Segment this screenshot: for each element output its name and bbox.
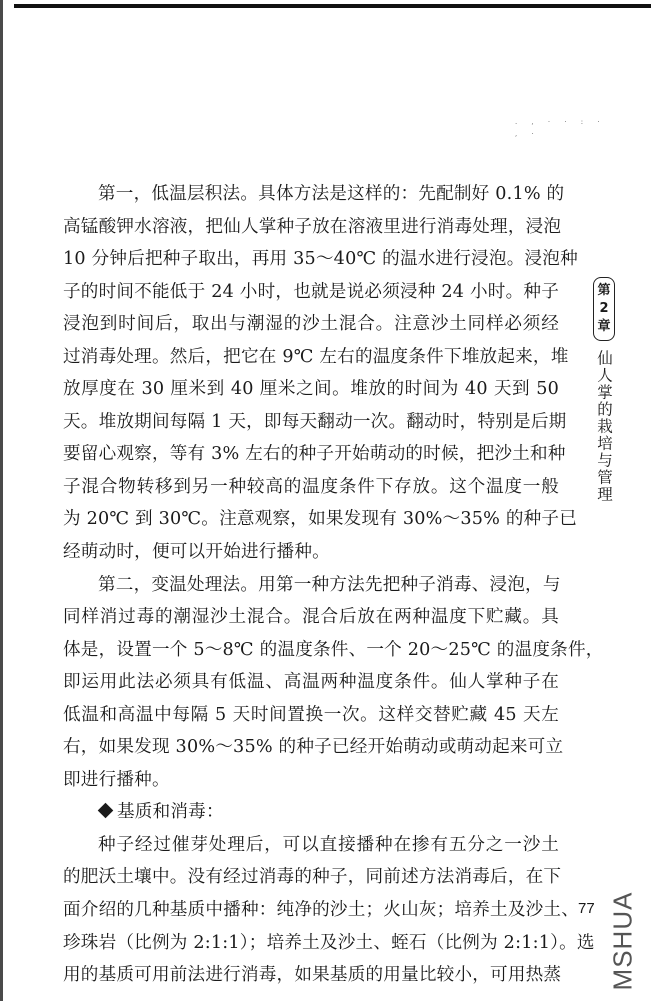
chapter-title: 仙人掌的栽培与管理 (595, 350, 613, 503)
paragraph-3-line: 用的基质可用前法进行消毒，如果基质的用量比较小，可用热蒸 (63, 965, 562, 986)
paragraph-1-line: 放厚度在 30 厘米到 40 厘米之间。堆放的时间为 40 天到 50 (63, 379, 559, 400)
section-heading (63, 796, 559, 829)
paragraph-1-line: 10 分钟后把种子取出，再用 35～40℃ 的温水进行浸泡。浸泡种 (63, 249, 578, 270)
watermark-text: MSHUA (607, 891, 638, 990)
diamond-bullet-icon (98, 803, 114, 819)
chapter-tab-suffix: 章 (597, 319, 611, 334)
scan-left-border (0, 0, 3, 1001)
paragraph-3-line: 面介绍的几种基质中播种：纯净的沙土；火山灰；培养土及沙土、 (63, 900, 580, 921)
paragraph-2-line: 同样消过毒的潮湿沙土混合。混合后放在两种温度下贮藏。具 (63, 607, 559, 628)
paragraph-1-line: 过消毒处理。然后，把它在 9℃ 左右的温度条件下堆放起来，堆 (63, 346, 569, 367)
watermark (603, 878, 643, 1003)
paragraph-1-line: 天。堆放期间每隔 1 天，即每天翻动一次。翻动时，特别是后期 (63, 411, 567, 432)
paragraph-1-line: 经萌动时，便可以开始进行播种。 (63, 542, 330, 563)
paragraph-2-line: 即运用此法必须具有低温、高温两种温度条件。仙人掌种子在 (63, 672, 559, 693)
scan-artifact: . , · · : · , · (515, 118, 606, 138)
page-number: 77 (578, 900, 595, 917)
header-rule (14, 4, 651, 8)
section-heading-text: 基质和消毒： (117, 802, 224, 823)
paragraph-2-line: 即进行播种。 (63, 769, 170, 790)
paragraph-1-line: 为 20℃ 到 30℃。注意观察，如果发现有 30%～35% 的种子已 (63, 509, 577, 530)
chapter-number: 2 (599, 301, 609, 316)
paragraph-3-line: 珍珠岩（比例为 2:1:1）；培养土及沙土、蛭石（比例为 2:1:1）。选 (63, 932, 595, 953)
paragraph-2-line: 第二，变温处理法。用第一种方法先把种子消毒、浸泡，与 (98, 574, 561, 595)
paragraph-2-line: 体是，设置一个 5～8℃ 的温度条件、一个 20～25℃ 的温度条件， (63, 639, 604, 660)
paragraph-2-line: 右，如果发现 30%～35% 的种子已经开始萌动或萌动起来可立 (63, 737, 564, 758)
chapter-tab (593, 277, 615, 341)
paragraph-1-line: 子混合物转移到另一种较高的温度条件下存放。这个温度一般 (63, 476, 559, 497)
paragraph-1-line: 第一，低温层积法。具体方法是这样的：先配制好 0.1% 的 (98, 184, 565, 204)
paragraph-1-line: 子的时间不能低于 24 小时，也就是说必须浸种 24 小时。种子 (63, 281, 559, 302)
paragraph-1-line: 浸泡到时间后，取出与潮湿的沙土混合。注意沙土同样必须经 (63, 314, 559, 335)
chapter-tab-prefix: 第 (597, 283, 611, 298)
paragraph-1-line: 要留心观察，等有 3% 左右的种子开始萌动的时候，把沙土和种 (63, 444, 566, 465)
paragraph-3-line: 的肥沃土壤中。没有经过消毒的种子，同前述方法消毒后，在下 (63, 867, 562, 888)
paragraph-2-line: 低温和高温中每隔 5 天时间置换一次。这样交替贮藏 45 天左 (63, 704, 559, 725)
paragraph-3-line: 种子经过催芽处理后，可以直接播种在掺有五分之一沙土 (98, 834, 559, 855)
paragraph-1-line: 高锰酸钾水溶液，把仙人掌种子放在溶液里进行消毒处理，浸泡 (63, 216, 562, 237)
